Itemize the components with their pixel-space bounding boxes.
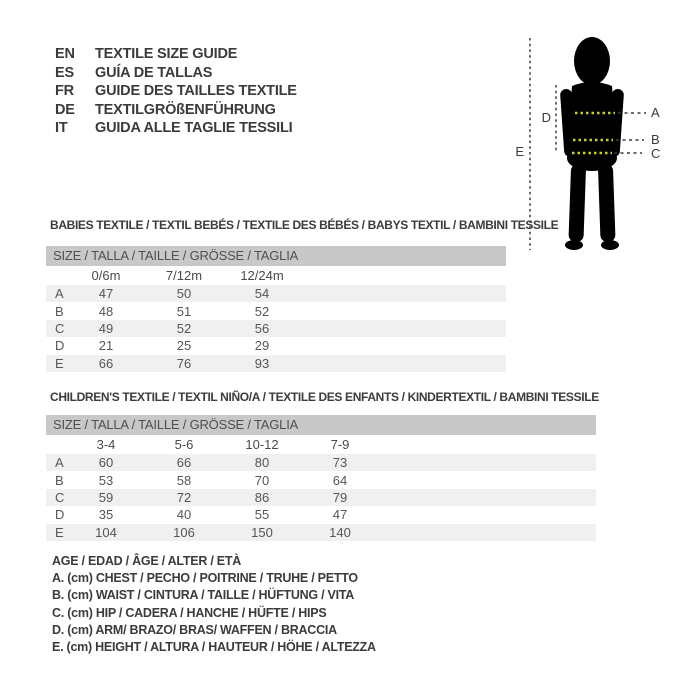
measure-label-c: C [651, 146, 661, 161]
lang-label: GUIDE DES TAILLES TEXTILE [95, 83, 297, 99]
cell: 72 [176, 489, 192, 505]
legend-height-line: E. (cm) HEIGHT / ALTURA / HAUTEUR / HÖHE / ALTEZZA [52, 640, 376, 655]
row-label: C [55, 489, 65, 505]
table-row [46, 471, 596, 488]
cell: 55 [254, 507, 270, 523]
cell: 60 [98, 455, 114, 471]
cell: 53 [98, 472, 114, 488]
cell: 52 [254, 303, 270, 319]
cell: 54 [254, 286, 270, 302]
column-header: 5-6 [174, 437, 194, 452]
row-label: A [55, 455, 64, 471]
column-header: 7-9 [330, 437, 350, 452]
measure-label-a: A [651, 105, 660, 120]
column-header-row [46, 435, 596, 454]
cell: 70 [254, 472, 270, 488]
lang-label: GUIDA ALLE TAGLIE TESSILI [95, 120, 293, 136]
measure-label-d: D [541, 110, 551, 125]
cell: 49 [98, 320, 114, 336]
lang-code: ES [55, 64, 74, 81]
size-header-bar: SIZE / TALLA / TAILLE / GRÖSSE / TAGLIA [46, 415, 596, 435]
cell: 52 [176, 320, 192, 336]
column-header: 3-4 [96, 437, 116, 452]
lang-label: GUÍA DE TALLAS [95, 64, 213, 81]
cell: 66 [176, 455, 192, 471]
lang-label: TEXTILGRÖßENFÜHRUNG [95, 101, 276, 118]
row-label: D [55, 507, 65, 523]
children-section-title: CHILDREN'S TEXTILE / TEXTIL NIÑO/A / TEXTILE DES ENFANTS / KINDERTEXTIL / BAMBINI TESSILE [50, 390, 599, 404]
table-row [46, 337, 506, 354]
cell: 25 [176, 338, 192, 354]
cell: 29 [254, 338, 270, 354]
cell: 51 [176, 303, 192, 319]
row-label: B [55, 472, 64, 488]
cell: 73 [332, 455, 348, 471]
cell: 80 [254, 455, 270, 471]
cell: 140 [329, 524, 351, 540]
cell: 50 [176, 286, 192, 302]
table-row [46, 320, 506, 337]
language-guide-block [55, 45, 297, 138]
lang-code: DE [55, 101, 75, 118]
lang-code: FR [55, 83, 74, 99]
lang-row-es [55, 64, 297, 83]
children-size-table [46, 415, 596, 541]
lang-row-de [55, 101, 297, 120]
table-row [46, 506, 596, 523]
cell: 59 [98, 489, 114, 505]
cell: 35 [98, 507, 114, 523]
cell: 104 [95, 524, 117, 540]
lang-row-en [55, 45, 297, 64]
lang-label: TEXTILE SIZE GUIDE [95, 46, 238, 62]
cell: 21 [98, 338, 114, 354]
row-label: C [55, 320, 65, 336]
child-silhouette-icon [560, 37, 624, 250]
table-row [46, 454, 596, 471]
lang-code: EN [55, 46, 75, 62]
row-label: A [55, 286, 64, 302]
table-row [46, 489, 596, 506]
legend-arm-line: D. (cm) ARM/ BRAZO/ BRAS/ WAFFEN / BRACCIA [52, 622, 337, 637]
column-header: 10-12 [245, 437, 279, 452]
legend-waist-line: B. (cm) WAIST / CINTURA / TAILLE / HÜFTUNG / VITA [52, 588, 355, 603]
cell: 150 [251, 524, 273, 540]
cell: 93 [254, 355, 270, 371]
measure-label-b: B [651, 132, 660, 147]
babies-size-table [46, 246, 506, 372]
table-row [46, 302, 506, 319]
cell: 66 [98, 355, 114, 371]
cell: 40 [176, 507, 192, 523]
legend-age-line: AGE / EDAD / ÂGE / ALTER / ETÀ [52, 554, 242, 568]
lang-code: IT [55, 120, 68, 136]
column-header: 7/12m [165, 268, 203, 283]
table-row [46, 524, 596, 541]
legend-chest-line: A. (cm) CHEST / PECHO / POITRINE / TRUHE / PETTO [52, 571, 358, 586]
column-header: 12/24m [240, 268, 284, 283]
row-label: B [55, 303, 64, 319]
cell: 58 [176, 472, 192, 488]
row-label: E [55, 355, 64, 371]
babies-section-title: BABIES TEXTILE / TEXTIL BEBÉS / TEXTILE DES BÉBÉS / BABYS TEXTIL / BAMBINI TESSILE [50, 218, 559, 232]
table-row [46, 355, 506, 372]
cell: 48 [98, 303, 114, 319]
lang-row-it [55, 119, 297, 138]
column-header: 0/6m [91, 268, 121, 283]
size-header-bar: SIZE / TALLA / TAILLE / GRÖSSE / TAGLIA [46, 246, 506, 266]
cell: 47 [98, 286, 114, 302]
cell: 47 [332, 507, 348, 523]
lang-row-fr [55, 82, 297, 101]
row-label: E [55, 524, 64, 540]
cell: 76 [176, 355, 192, 371]
cell: 79 [332, 489, 348, 505]
cell: 106 [173, 524, 195, 540]
cell: 56 [254, 320, 270, 336]
cell: 64 [332, 472, 348, 488]
cell: 86 [254, 489, 270, 505]
table-row [46, 285, 506, 302]
measurement-legend [52, 553, 376, 656]
measure-label-e: E [515, 144, 524, 159]
column-header-row [46, 266, 506, 285]
legend-hip-line: C. (cm) HIP / CADERA / HANCHE / HÜFTE / HIPS [52, 605, 327, 620]
row-label: D [55, 338, 65, 354]
